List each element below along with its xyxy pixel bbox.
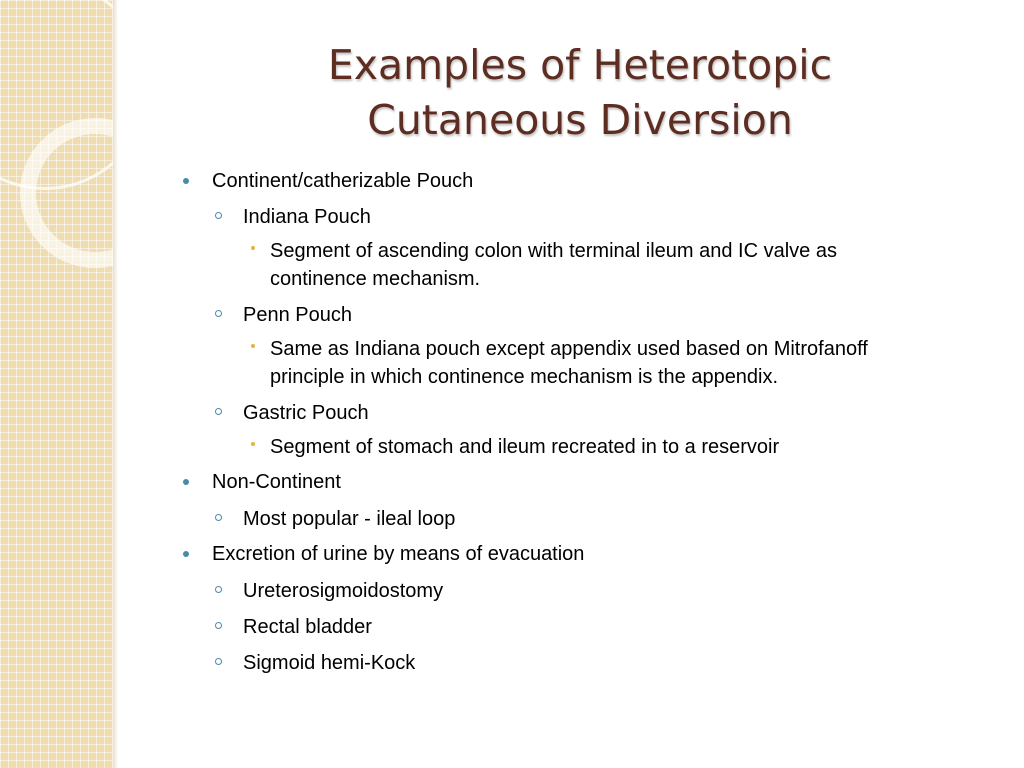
list-item-level1: Continent/catherizable Pouch xyxy=(212,170,474,192)
level1-bullet-icon xyxy=(183,479,189,485)
list-item-level3: Same as Indiana pouch except appendix used based on Mitrofanoff xyxy=(270,338,868,360)
level2-bullet-icon xyxy=(215,212,222,219)
list-item-level2: Rectal bladder xyxy=(243,616,372,638)
list-item-level2: Most popular - ileal loop xyxy=(243,508,456,530)
list-item-level2: Gastric Pouch xyxy=(243,402,369,424)
list-item-level3-continued: principle in which continence mechanism is the appendix. xyxy=(270,366,779,388)
side-panel-edge xyxy=(113,0,118,768)
slide-title-line: Cutaneous Diversion xyxy=(367,96,793,144)
level2-bullet-icon xyxy=(215,514,222,521)
list-item-level3-continued: continence mechanism. xyxy=(270,268,481,290)
list-item-level3: Segment of stomach and ileum recreated in to a reservoir xyxy=(270,436,780,458)
list-item-level1: Non-Continent xyxy=(212,471,341,493)
level3-bullet-icon xyxy=(251,344,255,348)
level2-bullet-icon xyxy=(215,622,222,629)
level1-bullet-icon xyxy=(183,178,189,184)
level1-bullet-icon xyxy=(183,551,189,557)
decorative-side-panel xyxy=(0,0,113,768)
list-item-level3: Segment of ascending colon with terminal ileum and IC valve as xyxy=(270,240,837,262)
slide-title-line: Examples of Heterotopic xyxy=(327,41,833,89)
list-item-level2: Sigmoid hemi-Kock xyxy=(243,652,416,674)
list-item-level2: Indiana Pouch xyxy=(243,206,371,228)
level2-bullet-icon xyxy=(215,586,222,593)
level2-bullet-icon xyxy=(215,658,222,665)
level3-bullet-icon xyxy=(251,246,255,250)
level2-bullet-icon xyxy=(215,408,222,415)
level3-bullet-icon xyxy=(251,442,255,446)
level2-bullet-icon xyxy=(215,310,222,317)
slide-title xyxy=(150,38,1010,148)
list-item-level1: Excretion of urine by means of evacuation xyxy=(212,543,585,565)
list-item-level2: Penn Pouch xyxy=(243,304,352,326)
list-item-level2: Ureterosigmoidostomy xyxy=(243,580,444,602)
